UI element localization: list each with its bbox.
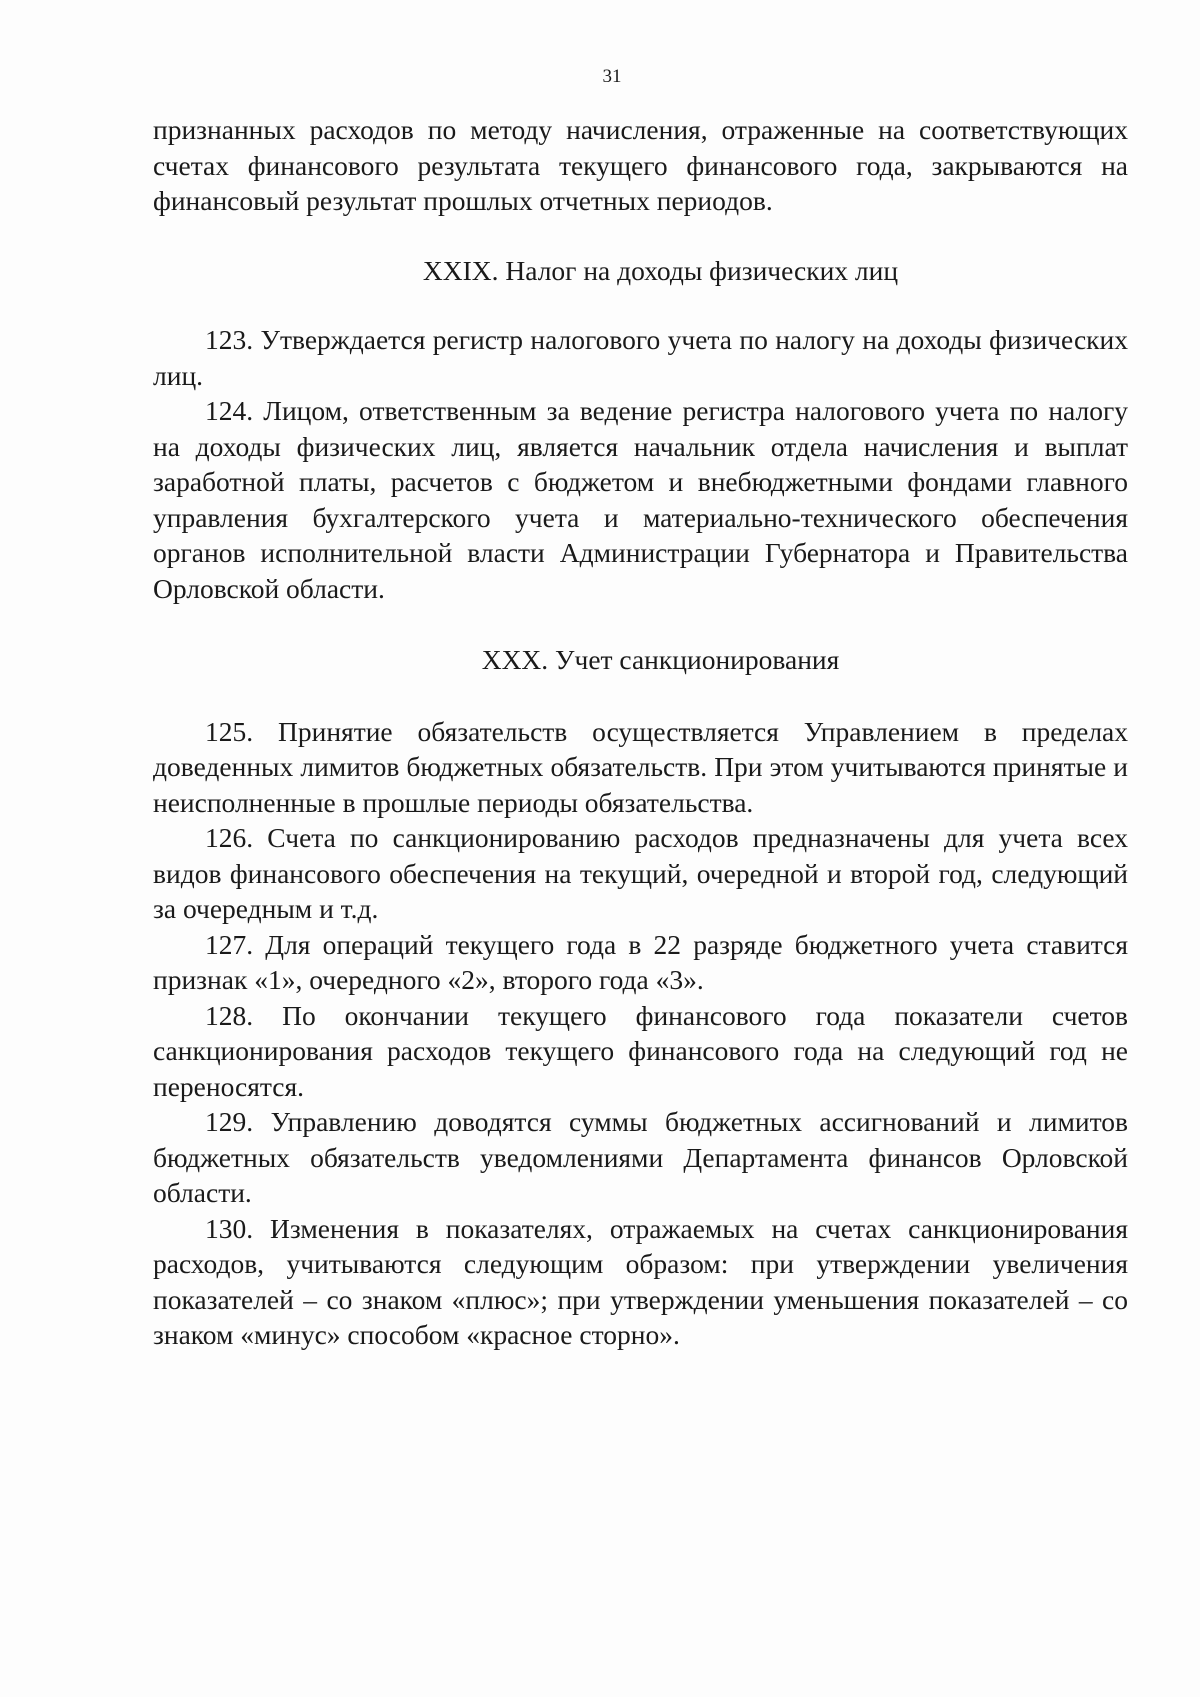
paragraph-128: 128. По окончании текущего финансового года показатели счетов санкционирования расходов текущего финансового года на следующий год не переносятся. bbox=[153, 999, 1128, 1102]
paragraph-127: 127. Для операций текущего года в 22 разряде бюджетного учета ставится признак «1», очередного «2», второго года «3». bbox=[153, 928, 1128, 995]
paragraph-130: 130. Изменения в показателях, отражаемых на счетах санкционирования расходов, учитываются следующим образом: при утверждении увеличения показателей – со знаком «плюс»; при утверждении уменьшения показателей – со знаком «минус» способом «красное сторно». bbox=[153, 1212, 1128, 1350]
paragraph-124: 124. Лицом, ответственным за ведение регистра налогового учета по налогу на доходы физических лиц, является начальник отдела начисления и выплат заработной платы, расчетов с бюджетом и внебюджетными фондами главного управления бухгалтерского учета и материально-технического обеспечения органов исполнительной власти Администрации Губернатора и Правительства Орловской области. bbox=[153, 395, 1128, 604]
paragraph-123: 123. Утверждается регистр налогового учета по налогу на доходы физических лиц. bbox=[153, 324, 1128, 391]
paragraph-126: 126. Счета по санкционированию расходов предназначены для учета всех видов финансового обеспечения на текущий, очередной и второй год, следующий за очередным и т.д. bbox=[153, 822, 1128, 924]
paragraph-125: 125. Принятие обязательств осуществляется Управлением в пределах доведенных лимитов бюджетных обязательств. При этом учитываются принятые и неисполненные в прошлые периоды обязательства. bbox=[153, 715, 1128, 818]
section-heading-30: XXX. Учет санкционирования bbox=[481, 644, 840, 675]
page-number: 31 bbox=[602, 66, 622, 87]
continuation-paragraph: признанных расходов по методу начисления, отраженные на соответствующих счетах финансового результата текущего финансового года, закрываются на финансовый результат прошлых отчетных периодов. bbox=[153, 114, 1128, 216]
section-heading-29: XXIX. Налог на доходы физических лиц bbox=[422, 254, 899, 286]
paragraph-129: 129. Управлению доводятся суммы бюджетных ассигнований и лимитов бюджетных обязательств уведомлениями Департамента финансов Орловской области. bbox=[153, 1106, 1128, 1208]
document-body bbox=[153, 112, 1128, 1353]
